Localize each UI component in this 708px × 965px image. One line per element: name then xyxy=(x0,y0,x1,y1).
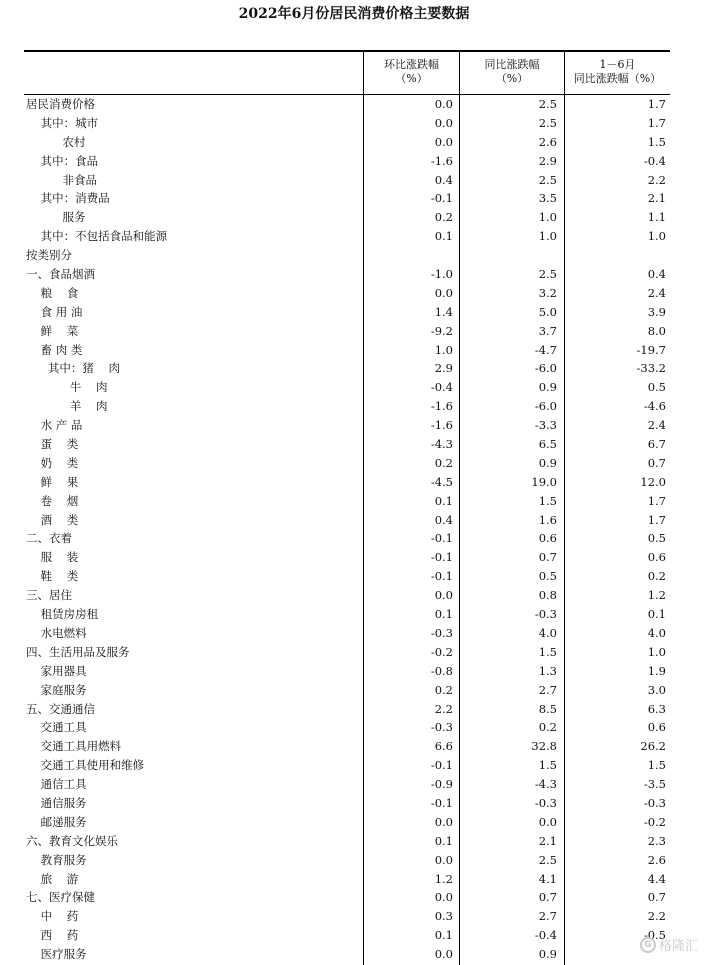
row-yoy-value: 1.0 xyxy=(538,229,557,244)
row-label: 一、食品烟酒 xyxy=(26,267,95,282)
watermark xyxy=(640,935,698,954)
row-yoy-value: 3.7 xyxy=(538,323,557,338)
row-label: 粮 食 xyxy=(26,285,79,300)
row-ytd-value: 0.4 xyxy=(647,267,666,282)
row-label: 医疗服务 xyxy=(26,947,87,962)
row-ytd-value: 2.6 xyxy=(647,852,666,867)
table-row xyxy=(24,888,670,907)
row-ytd-value: 0.7 xyxy=(647,455,666,470)
row-yoy-value: -0.3 xyxy=(534,795,557,810)
row-mom-value: 0.1 xyxy=(434,607,453,622)
row-mom-value: 0.0 xyxy=(434,97,453,111)
row-yoy-value: 4.0 xyxy=(538,625,557,640)
row-label: 卷 烟 xyxy=(26,493,79,508)
row-label: 鞋 类 xyxy=(26,569,79,584)
row-label: 非食品 xyxy=(26,172,98,187)
row-ytd-value: 12.0 xyxy=(640,474,666,489)
row-mom-value: 0.0 xyxy=(434,115,453,130)
row-label: 通信服务 xyxy=(26,795,87,810)
header-ytd xyxy=(564,52,670,94)
row-label: 牛 肉 xyxy=(26,380,108,395)
table-row xyxy=(24,378,670,397)
table-row xyxy=(24,341,670,360)
table-row xyxy=(24,454,670,473)
row-mom-value: 0.0 xyxy=(434,814,453,829)
row-ytd-value: 0.5 xyxy=(647,380,666,395)
row-mom-value: 0.0 xyxy=(434,285,453,300)
table-row xyxy=(24,567,670,586)
row-ytd-value: 1.5 xyxy=(647,758,666,773)
row-yoy-value: 2.5 xyxy=(538,172,557,187)
table-row xyxy=(24,114,670,133)
row-yoy-value: 2.9 xyxy=(538,153,557,168)
row-label: 中 药 xyxy=(26,909,79,924)
row-label: 七、医疗保健 xyxy=(26,890,95,905)
row-ytd-value: 0.5 xyxy=(647,531,666,546)
row-label: 交通工具 xyxy=(26,720,87,735)
row-yoy-value: 2.1 xyxy=(538,833,557,848)
row-mom-value: -4.3 xyxy=(430,437,453,452)
row-label: 其中：不包括食品和能源 xyxy=(26,229,168,244)
row-label: 其中：食品 xyxy=(26,153,99,168)
row-label: 服 装 xyxy=(26,550,79,565)
row-ytd-value: 4.0 xyxy=(647,625,666,640)
table-row xyxy=(24,322,670,341)
table-row xyxy=(24,756,670,775)
row-ytd-value: 1.7 xyxy=(647,97,666,111)
row-yoy-value: 1.5 xyxy=(538,644,557,659)
row-mom-value: -1.6 xyxy=(430,418,453,433)
row-label: 水 产 品 xyxy=(26,418,83,433)
table-header xyxy=(24,52,670,95)
table-row xyxy=(24,435,670,454)
row-ytd-value: 1.7 xyxy=(647,115,666,130)
row-mom-value: 0.2 xyxy=(434,682,453,697)
row-mom-value: 0.1 xyxy=(434,833,453,848)
row-mom-value: 0.0 xyxy=(434,890,453,905)
table-row xyxy=(24,359,670,378)
row-label: 食 用 油 xyxy=(26,304,83,319)
row-yoy-value: 6.5 xyxy=(538,437,557,452)
row-yoy-value: 1.3 xyxy=(538,663,557,678)
header-ytd-line2: 同比涨跌幅（%） xyxy=(573,72,662,85)
row-yoy-value: 1.5 xyxy=(538,493,557,508)
table-row xyxy=(24,397,670,416)
row-yoy-value: 5.0 xyxy=(538,304,557,319)
table-row xyxy=(24,832,670,851)
row-label: 畜 肉 类 xyxy=(26,342,83,357)
row-label: 奶 类 xyxy=(26,455,79,470)
row-label: 其中：猪 肉 xyxy=(26,361,121,376)
row-yoy-value: -3.3 xyxy=(534,418,557,433)
row-mom-value: 0.4 xyxy=(434,512,453,527)
row-ytd-value: 2.2 xyxy=(647,172,666,187)
row-mom-value: -0.3 xyxy=(430,625,453,640)
row-mom-value: -0.2 xyxy=(430,644,453,659)
row-ytd-value: 2.1 xyxy=(647,191,666,206)
row-ytd-value: 1.1 xyxy=(647,210,666,225)
row-yoy-value: 2.6 xyxy=(538,134,557,149)
row-yoy-value: 2.5 xyxy=(538,97,557,111)
row-label: 六、教育文化娱乐 xyxy=(26,833,118,848)
row-label: 教育服务 xyxy=(26,852,87,867)
row-yoy-value: 3.5 xyxy=(538,191,557,206)
table-row xyxy=(24,548,670,567)
row-ytd-value: 0.6 xyxy=(647,550,666,565)
row-mom-value: 1.0 xyxy=(434,342,453,357)
row-label: 四、生活用品及服务 xyxy=(26,644,130,659)
row-ytd-value: -0.4 xyxy=(643,153,666,168)
row-mom-value: 0.0 xyxy=(434,852,453,867)
table-row xyxy=(24,473,670,492)
cpi-table xyxy=(24,50,670,964)
row-mom-value: 0.1 xyxy=(434,229,453,244)
header-yoy xyxy=(459,52,564,94)
table-row xyxy=(24,303,670,322)
table-row xyxy=(24,95,670,114)
row-yoy-value: 32.8 xyxy=(531,739,557,754)
row-label: 旅 游 xyxy=(26,871,79,886)
row-mom-value: 0.0 xyxy=(434,134,453,149)
row-yoy-value: 0.8 xyxy=(538,588,557,603)
row-mom-value: -0.8 xyxy=(430,663,453,678)
row-ytd-value: 0.2 xyxy=(647,569,666,584)
row-yoy-value: 0.7 xyxy=(538,550,557,565)
row-yoy-value: 19.0 xyxy=(531,474,557,489)
table-row xyxy=(24,529,670,548)
row-ytd-value: -0.2 xyxy=(643,814,666,829)
row-label: 居民消费价格 xyxy=(26,97,95,111)
table-row xyxy=(24,208,670,227)
row-label: 蛋 类 xyxy=(26,437,79,452)
row-yoy-value: 2.7 xyxy=(538,682,557,697)
row-label: 二、衣着 xyxy=(26,531,72,546)
row-label: 家庭服务 xyxy=(26,682,87,697)
row-ytd-value: 0.6 xyxy=(647,720,666,735)
row-mom-value: -0.1 xyxy=(430,758,453,773)
row-ytd-value: 6.7 xyxy=(647,437,666,452)
row-yoy-value: -6.0 xyxy=(534,399,557,414)
row-mom-value: -0.1 xyxy=(430,550,453,565)
row-ytd-value: -4.6 xyxy=(643,399,666,414)
page-title: 2022年6月份居民消费价格主要数据 xyxy=(238,6,470,22)
table-row xyxy=(24,171,670,190)
table-row xyxy=(24,624,670,643)
row-ytd-value: -19.7 xyxy=(636,342,666,357)
row-mom-value: 6.6 xyxy=(434,739,453,754)
row-mom-value: -9.2 xyxy=(430,323,453,338)
table-row xyxy=(24,265,670,284)
row-yoy-value: 3.2 xyxy=(538,285,557,300)
watermark-text: 格隆汇 xyxy=(658,939,698,954)
row-ytd-value: 1.0 xyxy=(647,644,666,659)
table-row xyxy=(24,813,670,832)
gelonghui-logo-icon: G xyxy=(640,937,656,953)
row-yoy-value: 0.9 xyxy=(538,455,557,470)
row-label: 邮递服务 xyxy=(26,814,87,829)
row-yoy-value: 0.6 xyxy=(538,531,557,546)
row-ytd-value: 0.7 xyxy=(647,890,666,905)
table-row xyxy=(24,152,670,171)
table-row xyxy=(24,945,670,964)
row-yoy-value: 0.9 xyxy=(538,380,557,395)
row-yoy-value: 0.2 xyxy=(538,720,557,735)
table-row xyxy=(24,794,670,813)
table-row xyxy=(24,907,670,926)
table-row xyxy=(24,643,670,662)
row-label: 交通工具使用和维修 xyxy=(26,758,145,773)
table-row xyxy=(24,700,670,719)
row-mom-value: 1.4 xyxy=(434,304,453,319)
row-label: 交通工具用燃料 xyxy=(26,739,122,754)
row-yoy-value: 2.5 xyxy=(538,267,557,282)
row-ytd-value: -3.5 xyxy=(643,777,666,792)
table-row xyxy=(24,511,670,530)
row-ytd-value: 4.4 xyxy=(647,871,666,886)
row-ytd-value: 1.2 xyxy=(647,588,666,603)
row-mom-value: -0.1 xyxy=(430,531,453,546)
header-mom xyxy=(363,52,459,94)
table-row xyxy=(24,681,670,700)
row-label: 西 药 xyxy=(26,928,79,943)
row-mom-value: 0.3 xyxy=(434,909,453,924)
header-mom-line2: （%） xyxy=(395,72,428,85)
row-mom-value: -1.0 xyxy=(430,267,453,282)
row-mom-value: 0.2 xyxy=(434,210,453,225)
table-row xyxy=(24,851,670,870)
row-mom-value: 1.2 xyxy=(434,871,453,886)
row-label: 三、居住 xyxy=(26,588,72,603)
table-row xyxy=(24,662,670,681)
row-ytd-value: 1.0 xyxy=(647,229,666,244)
row-yoy-value: -0.4 xyxy=(534,928,557,943)
row-mom-value: 0.1 xyxy=(434,928,453,943)
row-mom-value: 0.4 xyxy=(434,172,453,187)
table-row xyxy=(24,605,670,624)
table-row xyxy=(24,492,670,511)
header-ytd-line1: 1－6月 xyxy=(599,58,636,71)
row-ytd-value: 1.7 xyxy=(647,493,666,508)
row-mom-value: -4.5 xyxy=(430,474,453,489)
row-label: 家用器具 xyxy=(26,663,87,678)
row-ytd-value: 1.9 xyxy=(647,663,666,678)
row-yoy-value: 2.5 xyxy=(538,852,557,867)
table-row xyxy=(24,416,670,435)
row-ytd-value: 8.0 xyxy=(647,323,666,338)
table-row xyxy=(24,718,670,737)
header-mom-line1: 环比涨跌幅 xyxy=(384,58,439,71)
table-row xyxy=(24,926,670,945)
row-yoy-value: 2.5 xyxy=(538,115,557,130)
row-label: 通信工具 xyxy=(26,777,87,792)
table-row xyxy=(24,133,670,152)
row-mom-value: -0.1 xyxy=(430,569,453,584)
row-mom-value: 0.2 xyxy=(434,455,453,470)
table-row xyxy=(24,775,670,794)
row-label: 农村 xyxy=(26,134,86,149)
row-ytd-value: -0.3 xyxy=(643,795,666,810)
row-ytd-value: 1.5 xyxy=(647,134,666,149)
row-ytd-value: 2.2 xyxy=(647,909,666,924)
row-yoy-value: 1.0 xyxy=(538,210,557,225)
row-ytd-value: 2.4 xyxy=(647,418,666,433)
row-mom-value: -0.1 xyxy=(430,191,453,206)
row-ytd-value: 3.9 xyxy=(647,304,666,319)
table-body xyxy=(24,95,670,964)
row-ytd-value: -33.2 xyxy=(636,361,666,376)
row-mom-value: -0.9 xyxy=(430,777,453,792)
row-mom-value: -1.6 xyxy=(430,153,453,168)
row-label: 水电燃料 xyxy=(26,625,87,640)
row-ytd-value: 1.7 xyxy=(647,512,666,527)
row-yoy-value: 0.5 xyxy=(538,569,557,584)
row-label: 酒 类 xyxy=(26,512,79,527)
row-yoy-value: -0.3 xyxy=(534,607,557,622)
row-label: 服务 xyxy=(26,210,86,225)
row-ytd-value: 0.1 xyxy=(647,607,666,622)
row-yoy-value: -6.0 xyxy=(534,361,557,376)
row-label: 按类别分 xyxy=(26,248,72,263)
table-row xyxy=(24,870,670,889)
row-label: 鲜 果 xyxy=(26,474,79,489)
row-yoy-value: 0.7 xyxy=(538,890,557,905)
row-ytd-value: 3.0 xyxy=(647,682,666,697)
row-mom-value: 0.0 xyxy=(434,947,453,962)
row-label: 其中：城市 xyxy=(26,115,99,130)
row-label: 五、交通通信 xyxy=(26,701,95,716)
row-mom-value: -0.1 xyxy=(430,795,453,810)
row-mom-value: 2.9 xyxy=(434,361,453,376)
row-yoy-value: 1.5 xyxy=(538,758,557,773)
row-label: 其中：消费品 xyxy=(26,191,110,206)
row-yoy-value: 0.9 xyxy=(538,947,557,962)
row-yoy-value: 2.7 xyxy=(538,909,557,924)
row-mom-value: 0.0 xyxy=(434,588,453,603)
row-ytd-value: 2.4 xyxy=(647,285,666,300)
row-ytd-value: 6.3 xyxy=(647,701,666,716)
row-yoy-value: -4.3 xyxy=(534,777,557,792)
table-row xyxy=(24,737,670,756)
row-ytd-value: 26.2 xyxy=(640,739,666,754)
row-yoy-value: 1.6 xyxy=(538,512,557,527)
row-ytd-value: 2.3 xyxy=(647,833,666,848)
header-yoy-line1: 同比涨跌幅 xyxy=(484,58,540,71)
row-yoy-value: -4.7 xyxy=(534,342,557,357)
table-row xyxy=(24,284,670,303)
row-ytd-value: -0.5 xyxy=(643,928,666,943)
table-row xyxy=(24,189,670,208)
row-yoy-value: 8.5 xyxy=(538,701,557,716)
header-yoy-line2: （%） xyxy=(495,72,529,85)
row-mom-value: -1.6 xyxy=(430,399,453,414)
row-mom-value: -0.4 xyxy=(430,380,453,395)
row-label: 羊 肉 xyxy=(26,399,108,414)
table-row xyxy=(24,586,670,605)
row-label: 租赁房房租 xyxy=(26,607,99,622)
table-row xyxy=(24,246,670,265)
row-mom-value: -0.3 xyxy=(430,720,453,735)
row-mom-value: 0.1 xyxy=(434,493,453,508)
row-yoy-value: 0.0 xyxy=(538,814,557,829)
table-row xyxy=(24,227,670,246)
row-yoy-value: 4.1 xyxy=(538,871,557,886)
row-label: 鲜 菜 xyxy=(26,323,79,338)
row-mom-value: 2.2 xyxy=(434,701,453,716)
